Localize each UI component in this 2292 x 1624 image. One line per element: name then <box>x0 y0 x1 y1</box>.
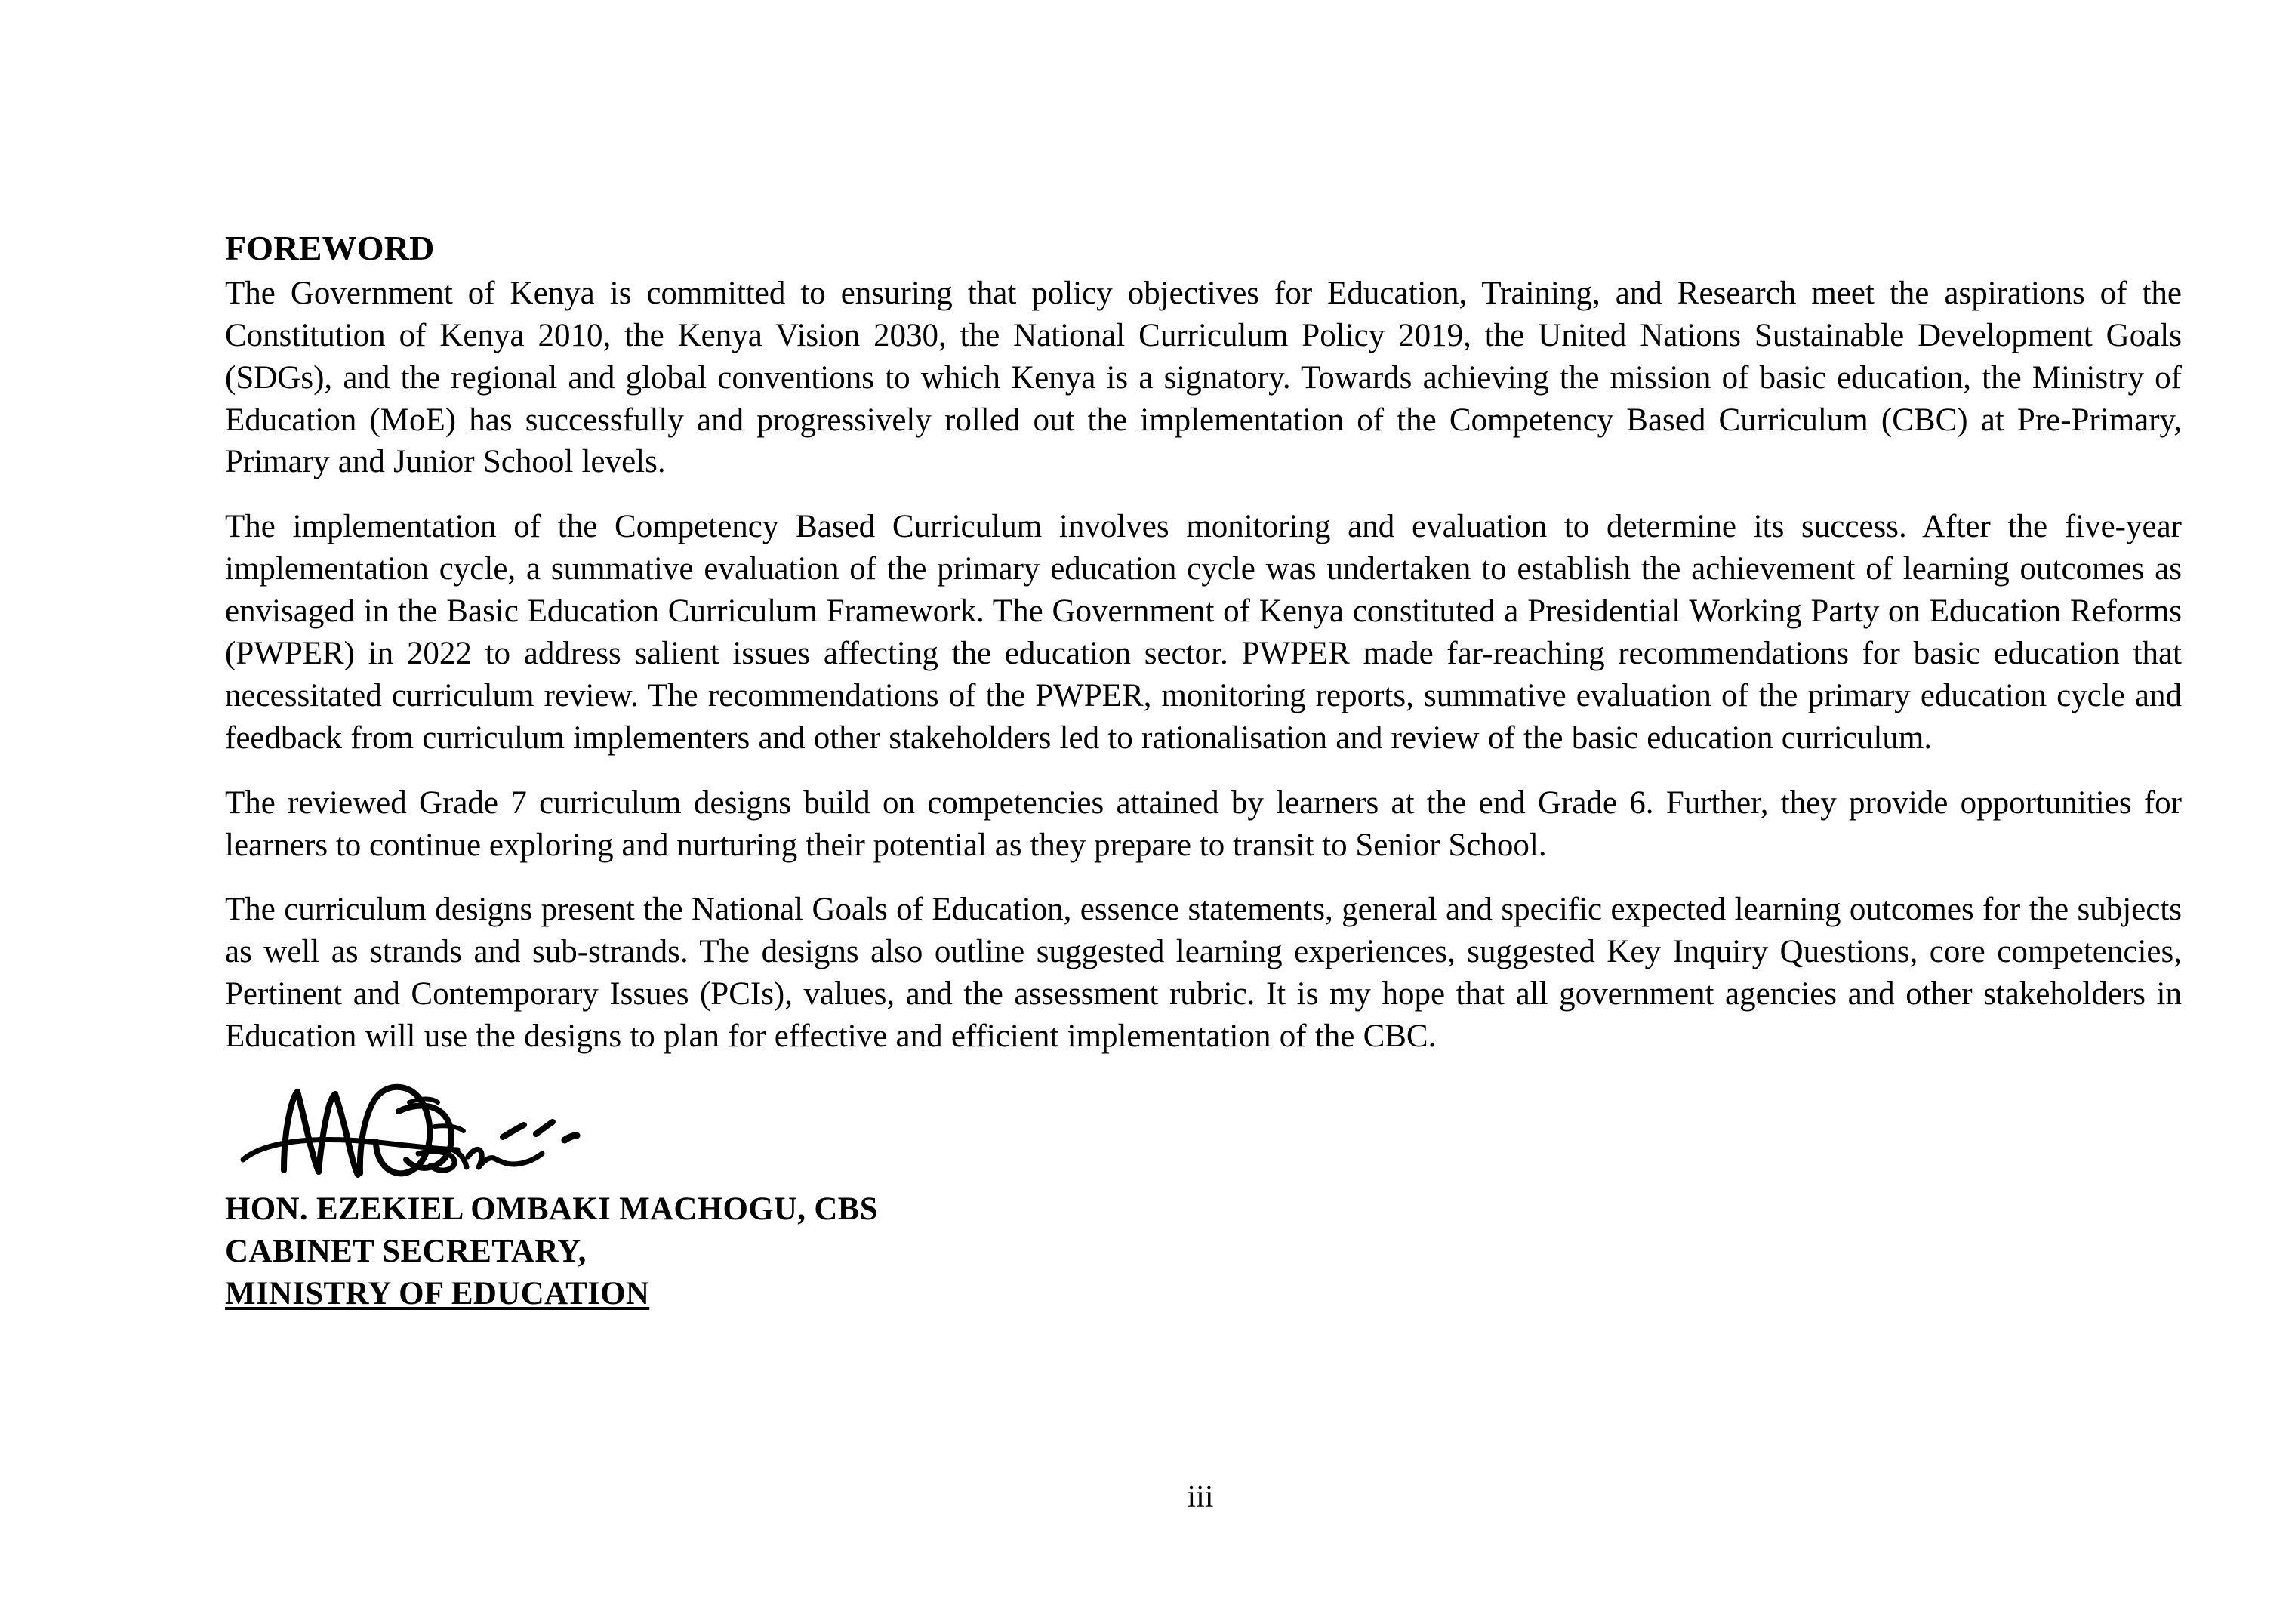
foreword-content <box>225 226 2182 1058</box>
paragraph-1: The Government of Kenya is committed to ensuring that policy objectives for Education, Training, and Research meet the aspirations of the Constitution of Kenya 2010, the Kenya Vision 2030, the National Curriculum Policy 2019, the United Nations Sustainable Development Goals (SDGs), and the regional and global conventions to which Kenya is a signatory. Towards achieving the mission of basic education, the Ministry of Education (MoE) has successfully and progressively rolled out the implementation of the Competency Based Curriculum (CBC) at Pre-Primary, Primary and Junior School levels. <box>225 275 2182 480</box>
signature-block <box>225 1081 1282 1315</box>
page-title: FOREWORD <box>225 229 435 267</box>
signatory-details <box>225 1188 1282 1315</box>
paragraph-3: The reviewed Grade 7 curriculum designs build on competencies attained by learners at the end Grade 6. Further, they provide opportunities for learners to continue exploring and nurturing their potential as they prepare to transit to Senior School. <box>225 784 2182 863</box>
page-number: iii <box>1187 1480 1214 1515</box>
paragraph-4: The curriculum designs present the National Goals of Education, essence statements, general and specific expected learning outcomes for the subjects as well as strands and sub-strands. The designs also outline suggested learning experiences, suggested Key Inquiry Questions, core competencies, Pertinent and Contemporary Issues (PCIs), values, and the assessment rubric. It is my hope that all government agencies and other stakeholders in Education will use the designs to plan for effective and efficient implementation of the CBC. <box>225 892 2182 1055</box>
handwritten-signature-icon <box>237 1081 630 1179</box>
signatory-title: CABINET SECRETARY, <box>225 1233 587 1269</box>
paragraph-2: The implementation of the Competency Based Curriculum involves monitoring and evaluation to determine its success. After the five-year implementation cycle, a summative evaluation of the primary education cycle was undertaken to establish the achievement of learning outcomes as envisaged in the Basic Education Curriculum Framework. The Government of Kenya constituted a Presidential Working Party on Education Reforms (PWPER) in 2022 to address salient issues affecting the education sector. PWPER made far-reaching recommendations for basic education that necessitated curriculum review. The recommendations of the PWPER, monitoring reports, summative evaluation of the primary education cycle and feedback from curriculum implementers and other stakeholders led to rationalisation and review of the basic education curriculum. <box>225 509 2182 756</box>
signatory-ministry: MINISTRY OF EDUCATION <box>225 1275 650 1311</box>
signatory-name: HON. EZEKIEL OMBAKI MACHOGU, CBS <box>225 1191 878 1227</box>
